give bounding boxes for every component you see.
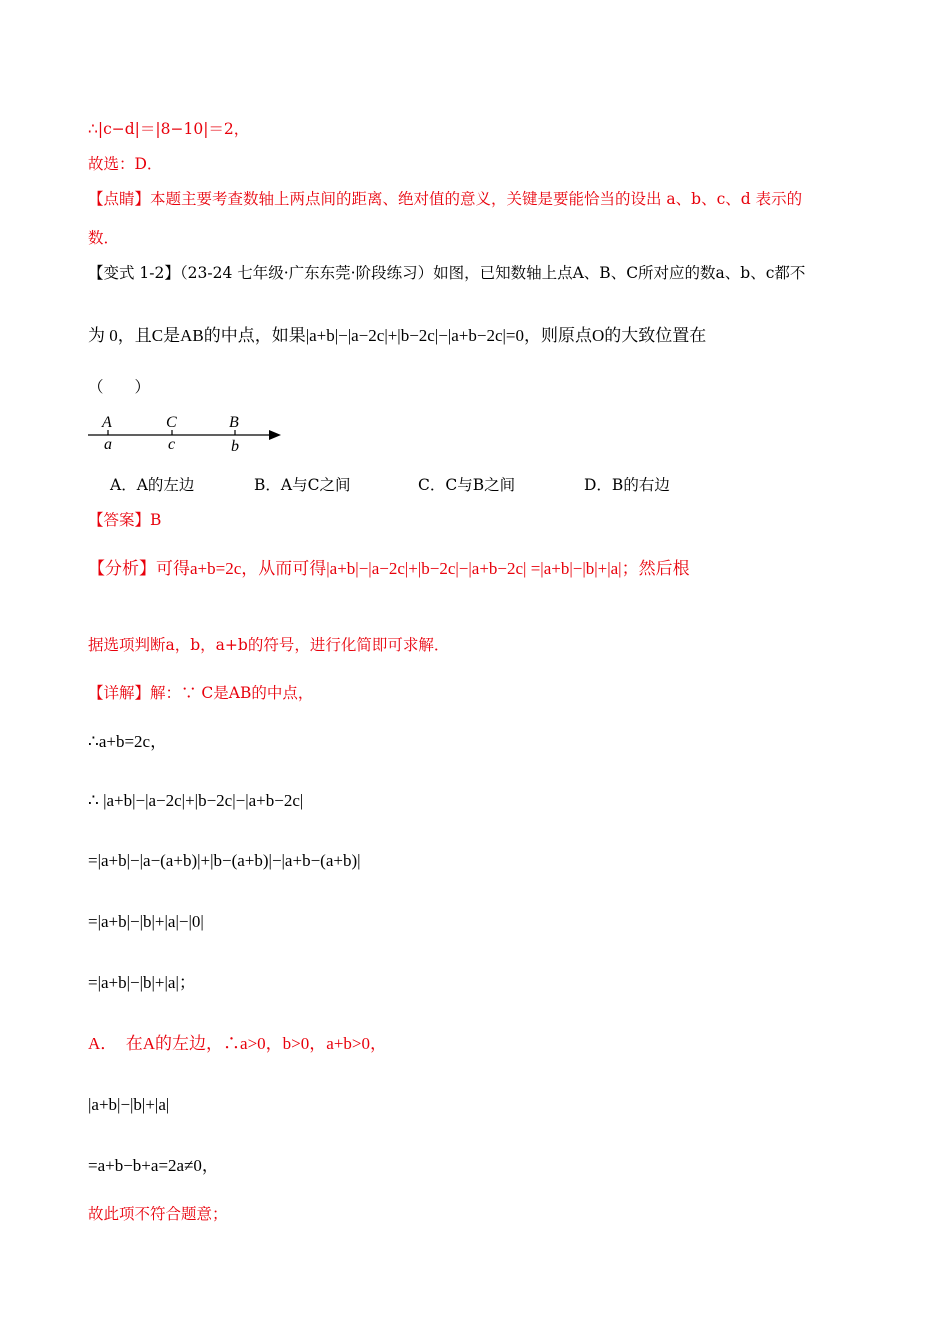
answer-line: 【答案】B: [88, 511, 162, 529]
number-line-figure: [85, 408, 290, 458]
analysis-line-1: 【分析】可得a+b=2c，从而可得|a+b|−|a−2c|+|b−2c|−|a+b−2c| =|a+b|−|b|+|a|；然后根: [88, 559, 690, 578]
number-line-arrow: [269, 430, 281, 440]
detail-line-9: 故此项不符合题意；: [88, 1205, 228, 1223]
solution-line-1: ∴|c−d|＝|8−10|＝2，: [88, 120, 250, 138]
detail-line-5: =|a+b|−|b|+|a|；: [88, 973, 196, 992]
option-c: C．C与B之间: [418, 476, 516, 494]
analysis-line-2: 据选项判断a，b，a+b的符号，进行化简即可求解．: [88, 636, 450, 654]
point-label-lower-b: b: [231, 438, 239, 455]
detail-line-8: =a+b−b+a=2a≠0，: [88, 1156, 219, 1175]
detail-line-4: =|a+b|−|b|+|a|−|0|: [88, 912, 204, 931]
detail-line-7: |a+b|−|b|+|a|: [88, 1095, 170, 1114]
option-b: B．A与C之间: [254, 476, 351, 494]
point-label-upper-b: B: [229, 414, 239, 431]
solution-line-2: 故选：D．: [88, 155, 163, 173]
remark-line-1: 【点睛】本题主要考查数轴上两点间的距离、绝对值的意义，关键是要能恰当的设出 a、b、c、d 表示的: [88, 190, 803, 208]
point-label-lower-a: a: [104, 436, 112, 453]
problem-line-1: 【变式 1-2】（23-24 七年级·广东东莞·阶段练习）如图，已知数轴上点A、B、C所对应的数a、b、c都不: [88, 264, 806, 282]
point-label-upper-c: C: [166, 414, 177, 431]
option-a: A．A的左边: [110, 476, 195, 494]
option-d: D．B的右边: [584, 476, 670, 494]
detail-line-3: =|a+b|−|a−(a+b)|+|b−(a+b)|−|a+b−(a+b)|: [88, 851, 361, 870]
point-label-lower-c: c: [168, 436, 176, 453]
detail-heading: 【详解】解：∵ C是AB的中点，: [88, 684, 314, 702]
detail-line-1: ∴a+b=2c，: [88, 732, 168, 751]
detail-line-2: ∴ |a+b|−|a−2c|+|b−2c|−|a+b−2c|: [88, 791, 304, 810]
problem-line-3: （ ）: [88, 378, 151, 396]
detail-line-6: A． 在A的左边，∴a>0，b>0，a+b>0，: [88, 1034, 387, 1053]
problem-line-2: 为 0，且C是AB的中点，如果|a+b|−|a−2c|+|b−2c|−|a+b−2c|=0，则原点O的大致位置在: [88, 326, 707, 345]
remark-line-2: 数．: [88, 229, 120, 247]
point-label-upper-a: A: [102, 414, 112, 431]
